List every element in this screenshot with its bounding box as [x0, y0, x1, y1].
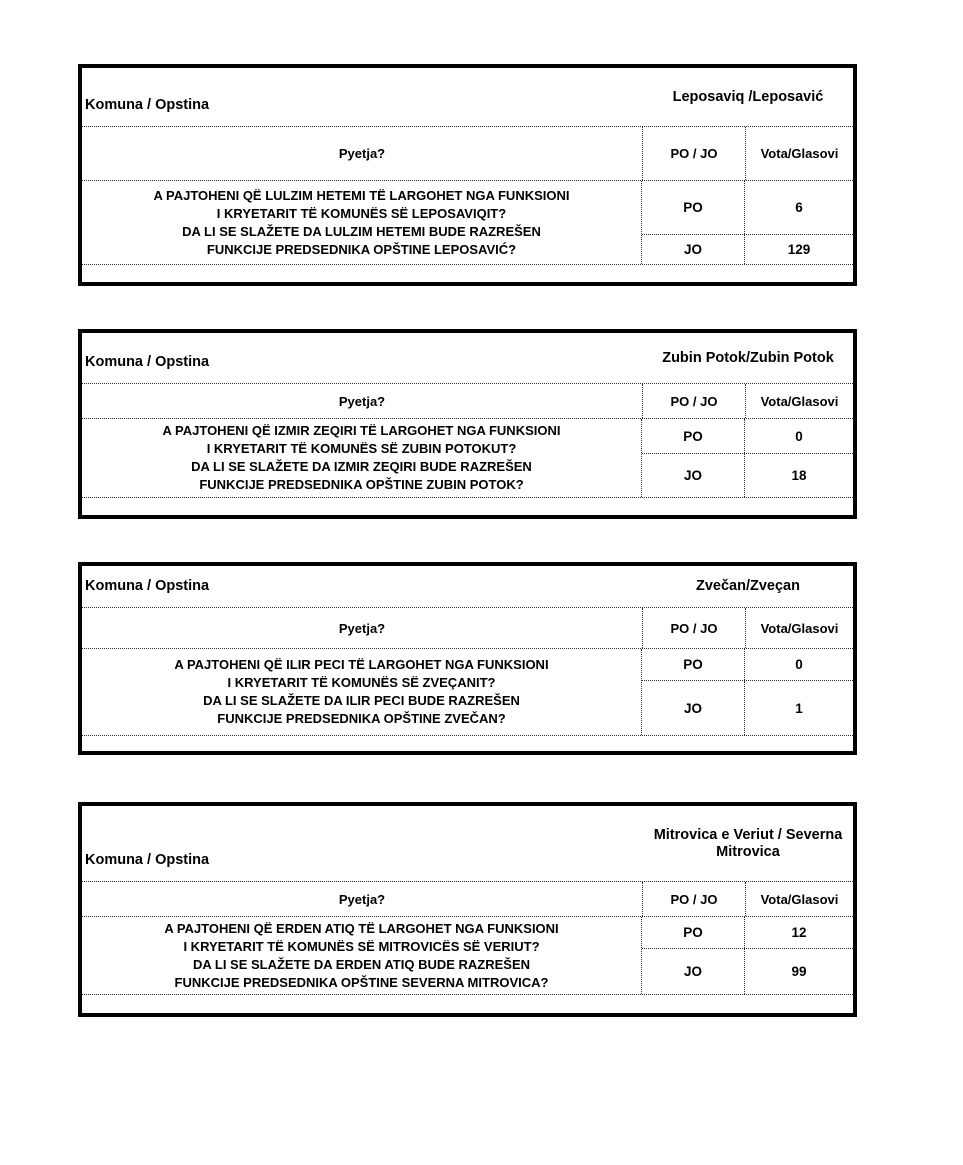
- answer-row-po: [642, 181, 853, 235]
- question-line: FUNKCIJE PREDSEDNIKA OPŠTINE SEVERNA MITROVICA?: [174, 974, 549, 990]
- question-line: I KRYETARIT TË KOMUNËS SË ZVEÇANIT?: [227, 675, 496, 690]
- municipality-name: [643, 566, 853, 607]
- vote-table-zvecan: [78, 562, 857, 755]
- votes-value-po: 0: [795, 657, 803, 672]
- data-row: [82, 181, 853, 264]
- question-column-header: Pyetja?: [82, 127, 643, 180]
- table-header-row: [82, 806, 853, 881]
- question-line: FUNKCIJE PREDSEDNIKA OPŠTINE LEPOSAVIĆ?: [206, 241, 517, 257]
- municipality-name-line: Zubin Potok/Zubin Potok: [662, 349, 834, 366]
- answers-block: [642, 917, 853, 994]
- answers-block: [642, 181, 853, 264]
- table-footer-spacer: [82, 497, 853, 515]
- vote-table-zubin-potok: [78, 329, 857, 519]
- question-line: A PAJTOHENI QË ILIR PECI TË LARGOHET NGA FUNKSIONI: [174, 657, 549, 672]
- municipality-name: [643, 333, 853, 383]
- question-line: I KRYETARIT TË KOMUNËS SË LEPOSAVIQIT?: [216, 205, 507, 221]
- komuna-opstina-label: Komuna / Opstina: [85, 97, 210, 113]
- question-line: I KRYETARIT TË KOMUNËS SË ZUBIN POTOKUT?: [206, 441, 517, 456]
- votes-value-po: 0: [795, 428, 803, 444]
- question-line: DA LI SE SLAŽETE DA LULZIM HETEMI BUDE RAZREŠEN: [182, 223, 541, 239]
- question-column-header: Pyetja?: [82, 608, 643, 648]
- pojo-column-header: PO / JO: [643, 608, 746, 648]
- answer-label-po: PO: [642, 649, 745, 680]
- answer-row-po: [642, 649, 853, 681]
- table-footer-spacer: [82, 994, 853, 1013]
- question-text: [82, 917, 642, 994]
- pojo-column-header: PO / JO: [643, 384, 746, 418]
- answers-block: [642, 419, 853, 497]
- page: [0, 64, 963, 1165]
- question-text: [82, 181, 642, 264]
- question-line: FUNKCIJE PREDSEDNIKA OPŠTINE ZUBIN POTOK?: [199, 477, 524, 492]
- votes-value-jo: 18: [791, 468, 807, 483]
- table-footer-spacer: [82, 264, 853, 282]
- votes-column-header: Vota/Glasovi: [760, 393, 839, 409]
- column-header-row: [82, 383, 853, 419]
- komuna-opstina-label: Komuna / Opstina: [85, 852, 210, 868]
- question-line: DA LI SE SLAŽETE DA IZMIR ZEQIRI BUDE RAZREŠEN: [191, 459, 532, 474]
- column-header-row: [82, 607, 853, 649]
- votes-value-jo: 129: [787, 242, 811, 257]
- question-line: A PAJTOHENI QË ERDEN ATIQ TË LARGOHET NGA FUNKSIONI: [164, 920, 559, 936]
- column-header-row: [82, 881, 853, 917]
- komuna-opstina-label: Komuna / Opstina: [85, 578, 210, 594]
- question-line: I KRYETARIT TË KOMUNËS SË MITROVICËS SË VERIUT?: [183, 938, 540, 954]
- question-text: [82, 649, 642, 735]
- question-column-header: Pyetja?: [82, 384, 643, 418]
- municipality-name-line: Mitrovica: [716, 843, 780, 860]
- answer-label-po: PO: [642, 419, 745, 453]
- vote-table-leposaviq: [78, 64, 857, 286]
- municipality-name: [643, 68, 853, 126]
- municipality-name: [643, 806, 853, 881]
- question-column-header: Pyetja?: [82, 882, 643, 916]
- answer-label-jo: JO: [642, 454, 745, 497]
- column-header-row: [82, 126, 853, 181]
- votes-value-jo: 1: [795, 700, 803, 716]
- answer-row-po: [642, 419, 853, 454]
- data-row: [82, 419, 853, 497]
- question-line: DA LI SE SLAŽETE DA ERDEN ATIQ BUDE RAZREŠEN: [192, 956, 531, 972]
- answer-row-jo: [642, 949, 853, 994]
- pojo-column-header: PO / JO: [643, 127, 746, 180]
- municipality-name-line: Zvečan/Zveçan: [696, 578, 800, 594]
- municipality-name-line: Mitrovica e Veriut / Severna: [653, 826, 843, 843]
- answer-label-po: PO: [642, 181, 745, 234]
- answer-label-jo: JO: [642, 681, 745, 735]
- votes-column-header: Vota/Glasovi: [760, 146, 839, 161]
- answers-block: [642, 649, 853, 735]
- komuna-opstina-label: Komuna / Opstina: [85, 354, 210, 370]
- vote-table-severna-mitrovica: [78, 802, 857, 1017]
- votes-column-header: Vota/Glasovi: [760, 620, 839, 636]
- question-line: A PAJTOHENI QË IZMIR ZEQIRI TË LARGOHET NGA FUNKSIONI: [162, 423, 561, 438]
- votes-column-header: Vota/Glasovi: [760, 891, 839, 907]
- table-footer-spacer: [82, 735, 853, 751]
- data-row: [82, 649, 853, 735]
- answer-row-jo: [642, 454, 853, 497]
- municipality-name-line: Leposaviq /Leposavić: [672, 88, 824, 105]
- question-line: FUNKCIJE PREDSEDNIKA OPŠTINE ZVEČAN?: [217, 711, 506, 726]
- answer-label-jo: JO: [642, 949, 745, 994]
- answer-row-po: [642, 917, 853, 949]
- table-header-row: [82, 333, 853, 383]
- answer-label-jo: JO: [642, 235, 745, 264]
- question-text: [82, 419, 642, 497]
- question-line: A PAJTOHENI QË LULZIM HETEMI TË LARGOHET NGA FUNKSIONI: [153, 187, 570, 203]
- votes-value-po: 6: [795, 200, 803, 215]
- answer-row-jo: [642, 235, 853, 264]
- table-header-row: [82, 68, 853, 126]
- table-header-row: [82, 566, 853, 607]
- answer-row-jo: [642, 681, 853, 735]
- votes-value-jo: 99: [791, 964, 807, 979]
- votes-value-po: 12: [791, 925, 807, 940]
- data-row: [82, 917, 853, 994]
- pojo-column-header: PO / JO: [643, 882, 746, 916]
- answer-label-po: PO: [642, 917, 745, 948]
- question-line: DA LI SE SLAŽETE DA ILIR PECI BUDE RAZREŠEN: [203, 693, 520, 708]
